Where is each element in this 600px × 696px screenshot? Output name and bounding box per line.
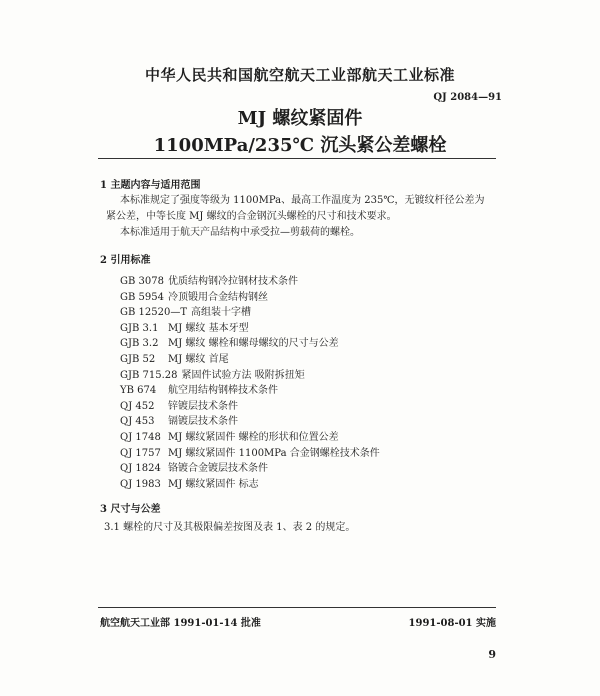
reference-title: MJ 螺纹紧固件 螺栓的形状和位置公差 — [168, 432, 339, 443]
reference-title: 优质结构钢冷拉钢材技术条件 — [168, 276, 298, 287]
section-3-heading: 3 尺寸与公差 — [100, 504, 161, 515]
reference-title: MJ 螺纹紧固件 1100MPa 合金钢螺栓技术条件 — [168, 447, 380, 459]
reference-title: 铬镀合金镀层技术条件 — [168, 463, 268, 475]
reference-title: 冷顶锻用合金结构钢丝 — [168, 291, 268, 303]
reference-code: GJB 715.28 — [120, 369, 178, 381]
reference-code: QJ 1748 — [120, 432, 161, 443]
reference-item — [120, 444, 380, 459]
approval-date: 航空航天工业部 1991-01-14 批准 — [100, 618, 261, 629]
reference-item — [120, 475, 259, 490]
reference-code: GJB 3.1 — [120, 322, 159, 334]
reference-title: 紧固件试验方法 吸附拆扭矩 — [181, 369, 305, 381]
reference-code: GB 5954 — [120, 291, 164, 303]
reference-code: QJ 1983 — [120, 478, 161, 490]
section-1-para1-line1: 本标准规定了强度等级为 1100MPa、最高工作温度为 235℃，无镀纹杆径公差为 — [120, 195, 485, 206]
ministry-name: 中华人民共和国航空航天工业部航天工业标准 — [144, 66, 455, 84]
footer-rule — [98, 607, 496, 608]
reference-item — [120, 303, 251, 318]
reference-item — [120, 397, 238, 412]
section-2-heading: 2 引用标准 — [100, 255, 151, 266]
section-1-para2: 本标准适用于航天产品结构中承受拉—剪载荷的螺栓。 — [120, 227, 360, 238]
reference-item — [120, 459, 268, 474]
reference-item — [120, 288, 268, 303]
reference-code: GJB 52 — [120, 354, 156, 365]
reference-title: 航空用结构钢棒技术条件 — [168, 385, 278, 397]
header-rule — [98, 158, 496, 159]
reference-item — [120, 334, 339, 349]
section-1-para1-line2: 紧公差，中等长度 MJ 螺纹的合金钢沉头螺栓的尺寸和技术要求。 — [106, 211, 397, 222]
reference-code: GB 3078 — [120, 276, 164, 287]
reference-code: YB 674 — [120, 385, 157, 397]
reference-item — [120, 412, 238, 427]
section-3-item: 3.1 螺栓的尺寸及其极限偏差按图及表 1、表 2 的规定。 — [104, 522, 356, 533]
reference-code: GJB 3.2 — [120, 338, 159, 350]
reference-title: 高组装十字槽 — [191, 307, 251, 319]
reference-item — [120, 272, 298, 287]
reference-code: QJ 1824 — [120, 463, 161, 475]
reference-title: MJ 螺纹 螺栓和螺母螺纹的尺寸与公差 — [168, 338, 339, 350]
reference-item — [120, 428, 339, 443]
reference-item — [120, 381, 278, 396]
reference-title: MJ 螺纹紧固件 标志 — [168, 478, 259, 490]
document-title-line2: 1100MPa/235℃ 沉头紧公差螺栓 — [153, 135, 447, 156]
reference-title: 锌镀层技术条件 — [168, 400, 238, 412]
reference-item — [120, 319, 249, 334]
reference-item — [120, 366, 305, 381]
reference-title: MJ 螺纹 首尾 — [168, 354, 229, 365]
reference-code: QJ 453 — [120, 416, 155, 428]
section-1-body — [106, 193, 498, 241]
implementation-date: 1991-08-01 实施 — [408, 618, 496, 629]
document-title-line1: MJ 螺纹紧固件 — [237, 108, 363, 129]
section-1-heading: 1 主题内容与适用范围 — [100, 180, 201, 191]
reference-item — [120, 350, 229, 365]
reference-code: QJ 452 — [120, 400, 155, 412]
reference-title: MJ 螺纹 基本牙型 — [168, 322, 249, 334]
standard-code: QJ 2084—91 — [433, 92, 502, 103]
reference-code: QJ 1757 — [120, 447, 161, 459]
page-number: 9 — [488, 648, 496, 661]
reference-code: GB 12520—T — [120, 307, 187, 319]
reference-title: 镉镀层技术条件 — [168, 416, 238, 428]
